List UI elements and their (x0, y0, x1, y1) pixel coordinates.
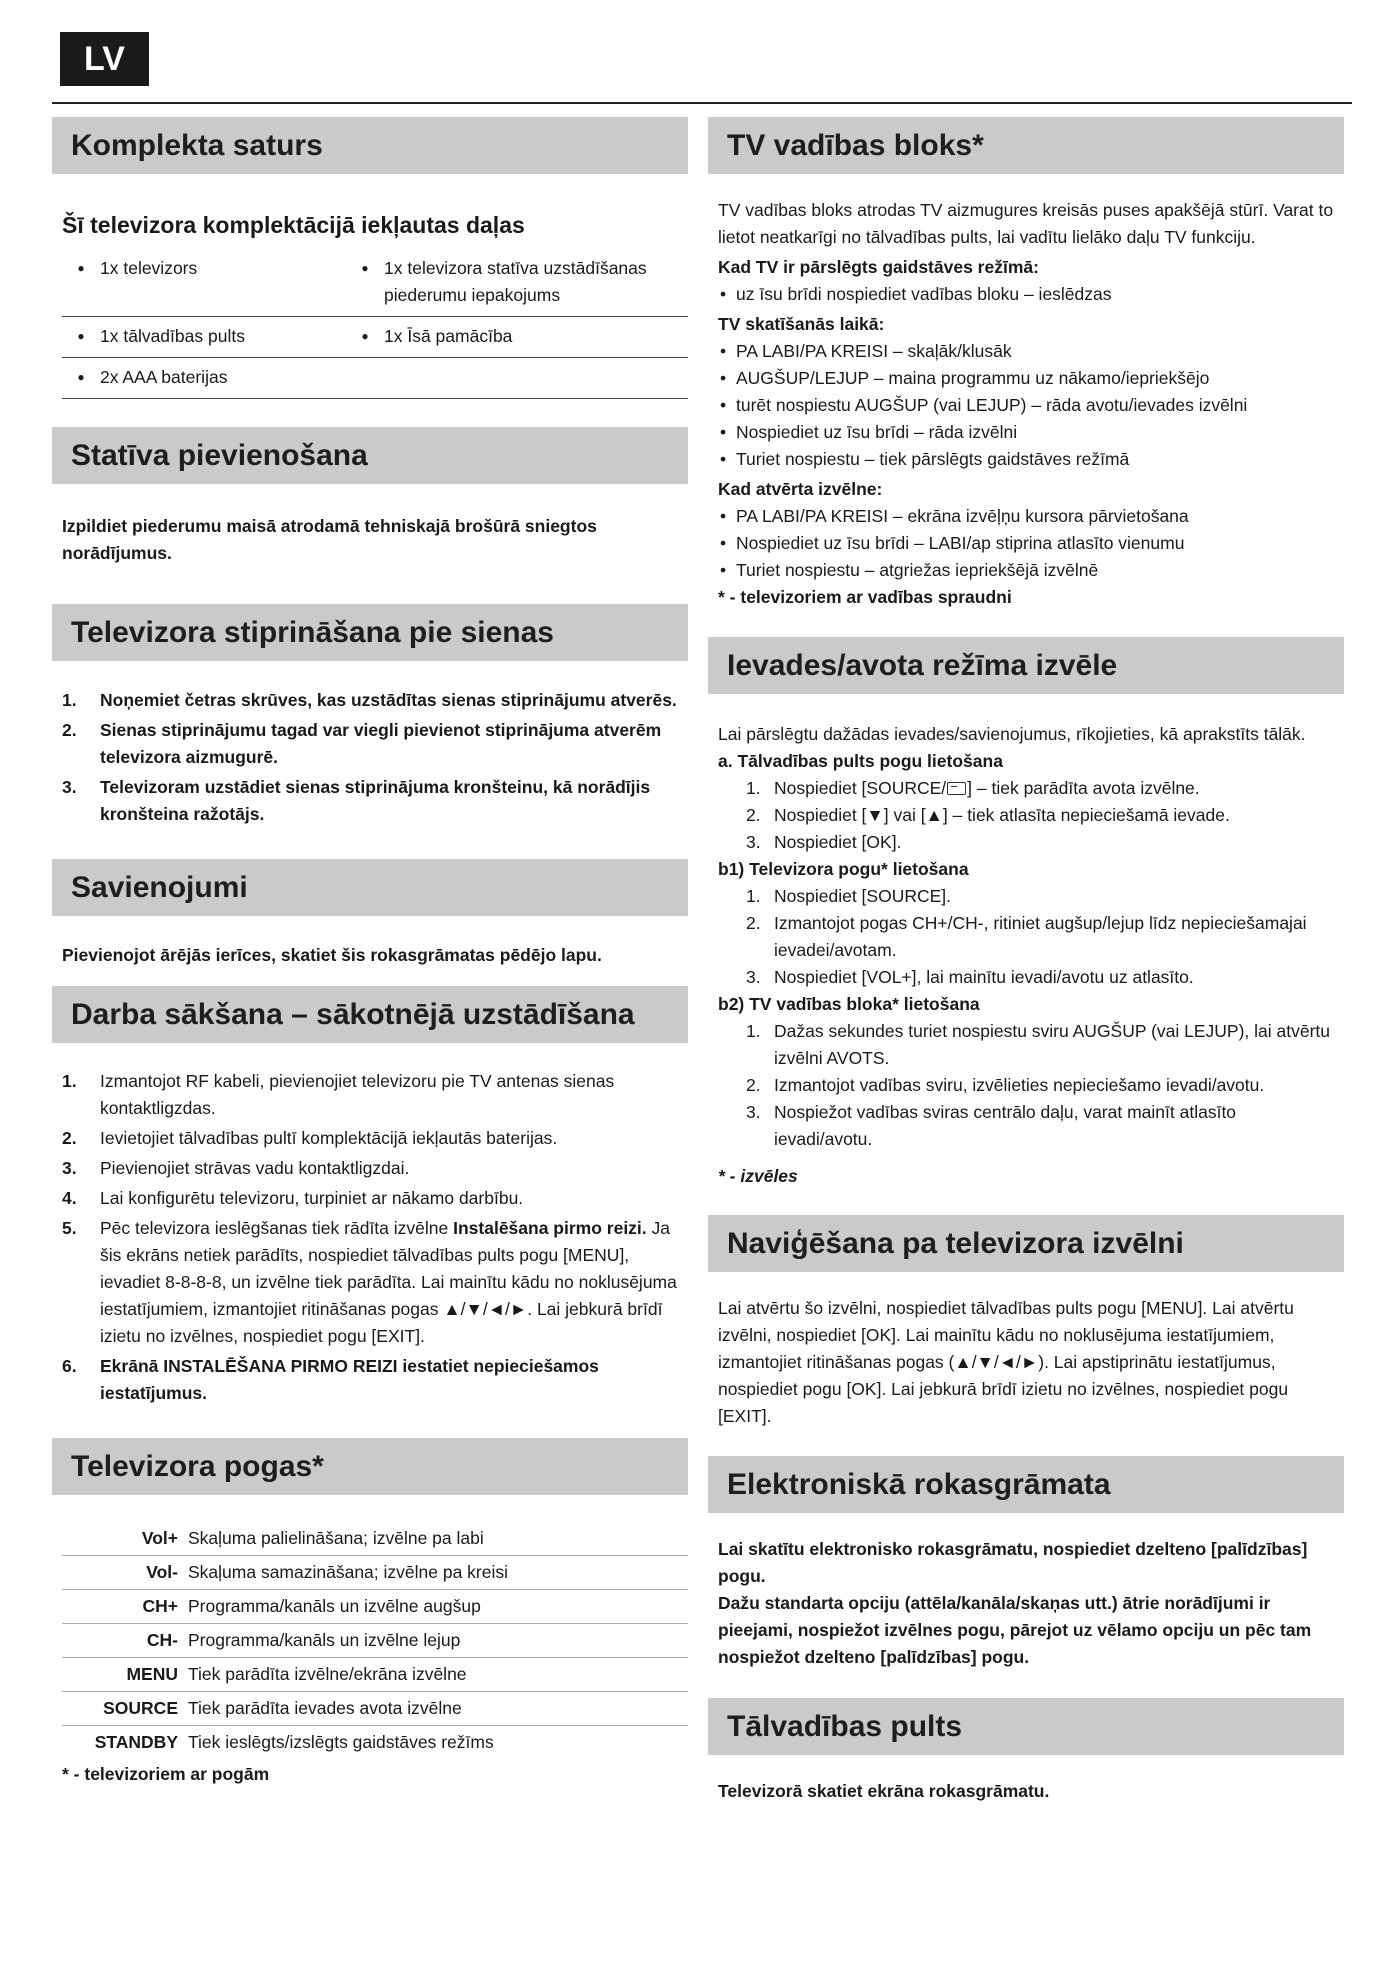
stand-heading: Statīva pievienošana (52, 427, 688, 484)
menu-label: Kad atvērta izvēlne: (718, 479, 883, 499)
button-desc: Tiek parādīta izvēlne/ekrāna izvēlne (188, 1658, 688, 1692)
right-column (708, 117, 1344, 1805)
step-text: Nospiežot vadības sviras centrālo daļu, varat mainīt atlasīto ievadi/avotu. (774, 1102, 1237, 1149)
button-key: CH- (62, 1624, 188, 1658)
list-item: 1. Nospiediet [SOURCE]. (746, 886, 952, 906)
input-intro: Lai pārslēgtu dažādas ievades/savienojumus, rīkojieties, kā aprakstīts tālāk. (718, 724, 1306, 744)
step-text: Izmantojot pogas CH+/CH-, ritiniet augšup/lejup līdz nepieciešamajai ievadei/avotam. (774, 913, 1307, 960)
table-row (62, 1556, 688, 1590)
input-b1-steps (708, 883, 1344, 991)
step-text: Nospiediet [SOURCE/ (774, 778, 947, 798)
button-key: Vol+ (62, 1522, 188, 1556)
button-key: SOURCE (62, 1692, 188, 1726)
kit-heading: Komplekta saturs (52, 117, 688, 174)
list-item: 3. Televizoram uzstādiet sienas stiprinājuma kronšteinu, kā norādījis kronšteina ražotājs. (62, 777, 651, 824)
button-desc: Tiek ieslēgts/izslēgts gaidstāves režīms (188, 1732, 494, 1752)
navigation-text: Lai atvērtu šo izvēlni, nospiediet tālvadības pults pogu [MENU]. Lai atvērtu izvēlni, nospiediet [OK]. Lai mainītu kādu no noklusējuma iestatījumiem, izmantojiet ritināšanas pogas (▲/▼/◄/►). Lai apstiprinātu iestatījumus, nospiediet pogu [OK]. Lai jebkurā brīdī izietu no izvēlnes, nospiediet pogu [EXIT]. (718, 1298, 1294, 1426)
list-item: 6. Ekrānā INSTALĒŠANA PIRMO REIZI iestatiet nepieciešamos iestatījumus. (62, 1356, 599, 1403)
input-b1-label: b1) Televizora pogu* lietošana (718, 859, 969, 879)
step-text: Noņemiet četras skrūves, kas uzstādītas sienas stiprinājumu atverēs. (100, 690, 677, 710)
control-note: * - televizoriem ar vadības spraudni (718, 587, 1012, 607)
emanual-heading: Elektroniskā rokasgrāmata (708, 1456, 1344, 1513)
step-text: Ekrānā INSTALĒŠANA PIRMO REIZI iestatiet nepieciešamos iestatījumus. (100, 1356, 599, 1403)
input-b2-label: b2) TV vadības bloka* lietošana (718, 994, 980, 1014)
list-item: • Turiet nospiestu – tiek pārslēgts gaidstāves režīmā (718, 446, 1334, 473)
table-row (62, 1522, 688, 1556)
left-column (52, 117, 688, 1788)
table-row (62, 1624, 688, 1658)
emanual-text-2: Dažu standarta opciju (attēla/kanāla/skaņas utt.) ātrie norādījumi ir pieejami, nospiežot izvēlnes pogu, pārejot uz vēlamo opciju un pēc tam nospiežot dzelteno [palīdzības] pogu. (718, 1593, 1312, 1667)
bullet-icon: ● (346, 249, 384, 317)
step-text-bold: Instalēšana pirmo reizi. (453, 1218, 647, 1238)
input-b2-steps (708, 1018, 1344, 1153)
table-row (62, 1692, 688, 1726)
button-key: MENU (62, 1658, 188, 1692)
button-key: Vol- (62, 1556, 188, 1590)
input-a-steps (708, 775, 1344, 856)
bullet-icon: ● (346, 317, 384, 358)
table-row (62, 1658, 688, 1692)
button-desc: Skaļuma samazināšana; izvēlne pa kreisi (188, 1556, 688, 1590)
kit-item: 1x tālvadības pults (100, 317, 346, 358)
step-text: Pievienojiet strāvas vadu kontaktligzdai. (100, 1158, 410, 1178)
list-item: 2. Ievietojiet tālvadības pultī komplektācijā iekļautās baterijas. (62, 1128, 558, 1148)
list-item: 4. Lai konfigurētu televizoru, turpiniet ar nākamo darbību. (62, 1188, 524, 1208)
step-text: Nospiediet [OK]. (774, 832, 902, 852)
list-item: 2. Nospiediet [▼] vai [▲] – tiek atlasīta nepieciešamā ievade. (746, 805, 1230, 825)
kit-item: 1x televizors (100, 249, 346, 317)
input-a-label: a. Tālvadības pults pogu lietošana (718, 751, 1003, 771)
list-item: 2. Sienas stiprinājumu tagad var viegli pievienot stiprinājuma atverēm televizora aizmugurē. (62, 720, 662, 767)
step-text: Nospiediet [SOURCE]. (774, 886, 952, 906)
table-row (62, 317, 688, 358)
list-item: • turēt nospiestu AUGŠUP (vai LEJUP) – rāda avotu/ievades izvēlni (718, 392, 1334, 419)
control-heading: TV vadības bloks* (708, 117, 1344, 174)
step-text: Dažas sekundes turiet nospiestu sviru AUGŠUP (vai LEJUP), lai atvērtu izvēlni AVOTS. (774, 1021, 1331, 1068)
control-intro: TV vadības bloks atrodas TV aizmugures kreisās puses apakšējā stūrī. Varat to lietot neatkarīgi no tālvadības pults, lai vadītu lielāko daļu TV funkciju. (718, 200, 1334, 247)
buttons-note: * - televizoriem ar pogām (62, 1764, 270, 1784)
input-heading: Ievades/avota režīma izvēle (708, 637, 1344, 694)
button-key: CH+ (62, 1590, 188, 1624)
step-text: Sienas stiprinājumu tagad var viegli pievienot stiprinājuma atverēm televizora aizmugurē. (100, 720, 662, 767)
watch-list (708, 338, 1344, 473)
list-item: • AUGŠUP/LEJUP – maina programmu uz nākamo/iepriekšējo (718, 365, 1334, 392)
kit-subtitle: Šī televizora komplektācijā iekļautas daļas (62, 212, 525, 238)
list-item: 3. Nospiediet [OK]. (746, 832, 902, 852)
list-item: 3. Pievienojiet strāvas vadu kontaktligzdai. (62, 1158, 410, 1178)
table-row (62, 358, 688, 399)
kit-item: 1x televizora statīva uzstādīšanas piederumu iepakojums (384, 249, 688, 317)
standby-label: Kad TV ir pārslēgts gaidstāves režīmā: (718, 257, 1039, 277)
step-text: Ja šis ekrāns netiek parādīts, nospiediet tālvadības pults pogu [MENU], ievadiet 8-8-8-8, un izvēlne tiek parādīta. Lai mainītu kādu no noklusējuma iestatījumiem, izmantojiet ritināšanas pogas ▲/▼/◄/►. Lai jebkurā brīdī izietu no izvēlnes, nospiediet pogu [EXIT]. (100, 1218, 677, 1346)
bullet-icon: ● (62, 358, 100, 399)
list-item: 1. Nospiediet [SOURCE/ ] – tiek parādīta avota izvēlne. (746, 778, 1200, 798)
language-badge: LV (60, 32, 149, 86)
list-item: • PA LABI/PA KREISI – skaļāk/klusāk (718, 338, 1334, 365)
step-text: Izmantojot vadības sviru, izvēlieties nepieciešamo ievadi/avotu. (774, 1075, 1265, 1095)
list-item: 1. Dažas sekundes turiet nospiestu sviru AUGŠUP (vai LEJUP), lai atvērtu izvēlni AVOTS. (746, 1021, 1331, 1068)
start-heading: Darba sākšana – sākotnējā uzstādīšana (52, 986, 688, 1043)
kit-item (384, 358, 688, 399)
source-icon (947, 782, 966, 795)
step-text: Nospiediet [VOL+], lai mainītu ievadi/avotu uz atlasīto. (774, 967, 1194, 987)
button-desc: Tiek parādīta ievades avota izvēlne (188, 1692, 688, 1726)
connections-heading: Savienojumi (52, 859, 688, 916)
button-desc: Programma/kanāls un izvēlne lejup (188, 1624, 688, 1658)
bullet-icon: ● (62, 317, 100, 358)
table-row (62, 249, 688, 317)
button-key: STANDBY (94, 1732, 178, 1752)
list-item: • PA LABI/PA KREISI – ekrāna izvēļņu kursora pārvietošana (718, 503, 1334, 530)
bullet-icon: ● (62, 249, 100, 317)
list-item: • Turiet nospiestu – atgriežas iepriekšējā izvēlnē (718, 557, 1334, 584)
step-text: ] – tiek parādīta avota izvēlne. (967, 778, 1200, 798)
remote-heading: Tālvadības pults (708, 1698, 1344, 1755)
list-item: 3. Nospiežot vadības sviras centrālo daļu, varat mainīt atlasīto ievadi/avotu. (746, 1102, 1237, 1149)
navigation-heading: Naviģēšana pa televizora izvēlni (708, 1215, 1344, 1272)
table-row (62, 1590, 688, 1624)
button-desc: Skaļuma palielināšana; izvēlne pa labi (188, 1522, 688, 1556)
buttons-table (62, 1522, 688, 1759)
list-item: 1. Noņemiet četras skrūves, kas uzstādītas sienas stiprinājumu atverēs. (62, 690, 677, 710)
step-text: Lai konfigurētu televizoru, turpiniet ar nākamo darbību. (100, 1188, 524, 1208)
header-rule (52, 102, 1352, 104)
emanual-text-1: Lai skatītu elektronisko rokasgrāmatu, nospiediet dzelteno [palīdzības] pogu. (718, 1539, 1308, 1586)
buttons-heading: Televizora pogas* (52, 1438, 688, 1495)
list-item: 3. Nospiediet [VOL+], lai mainītu ievadi/avotu uz atlasīto. (746, 967, 1194, 987)
list-item: 2. Izmantojot pogas CH+/CH-, ritiniet augšup/lejup līdz nepieciešamajai ievadei/avotam. (746, 913, 1307, 960)
watch-label: TV skatīšanās laikā: (718, 314, 885, 334)
remote-text: Televizorā skatiet ekrāna rokasgrāmatu. (718, 1781, 1050, 1801)
wall-heading: Televizora stiprināšana pie sienas (52, 604, 688, 661)
table-row (62, 1726, 688, 1760)
kit-item: 2x AAA baterijas (100, 358, 346, 399)
connections-text: Pievienojot ārējās ierīces, skatiet šis rokasgrāmatas pēdējo lapu. (62, 945, 602, 965)
kit-item: 1x Īsā pamācība (384, 317, 688, 358)
stand-text: Izpildiet piederumu maisā atrodamā tehniskajā brošūrā sniegtos norādījumus. (62, 516, 597, 563)
list-item: 5. Pēc televizora ieslēgšanas tiek rādīta izvēlne Instalēšana pirmo reizi. Ja šis ekrāns netiek parādīts, nospiediet tālvadības pults pogu [MENU], ievadiet 8-8-8-8, un izvēlne tiek parādīta. Lai mainītu kādu no noklusējuma iestatījumiem, izmantojiet ritināšanas pogas ▲/▼/◄/►. Lai jebkurā brīdī izietu no izvēlnes, nospiediet pogu [EXIT]. (62, 1218, 677, 1346)
kit-table (62, 249, 688, 399)
input-note: * - izvēles (718, 1166, 798, 1186)
list-item: 2. Izmantojot vadības sviru, izvēlieties nepieciešamo ievadi/avotu. (746, 1075, 1265, 1095)
step-text: Ievietojiet tālvadības pultī komplektācijā iekļautās baterijas. (100, 1128, 558, 1148)
button-desc: Programma/kanāls un izvēlne augšup (188, 1590, 688, 1624)
step-text: Pēc televizora ieslēgšanas tiek rādīta izvēlne (100, 1218, 454, 1238)
menu-list (708, 503, 1344, 584)
list-item: • Nospiediet uz īsu brīdi – rāda izvēlni (718, 419, 1334, 446)
step-text: Nospiediet [▼] vai [▲] – tiek atlasīta nepieciešamā ievade. (774, 805, 1230, 825)
start-steps (52, 1068, 688, 1407)
step-text: Izmantojot RF kabeli, pievienojiet televizoru pie TV antenas sienas kontaktligzdas. (100, 1071, 615, 1118)
list-item: • uz īsu brīdi nospiediet vadības bloku – ieslēdzas (718, 281, 1334, 308)
step-text: Televizoram uzstādiet sienas stiprinājuma kronšteinu, kā norādījis kronšteina ražotājs. (100, 777, 651, 824)
standby-list (708, 281, 1344, 308)
list-item: • Nospiediet uz īsu brīdi – LABI/ap stiprina atlasīto vienumu (718, 530, 1334, 557)
wall-steps (52, 687, 688, 828)
list-item: 1. Izmantojot RF kabeli, pievienojiet televizoru pie TV antenas sienas kontaktligzdas. (62, 1071, 615, 1118)
